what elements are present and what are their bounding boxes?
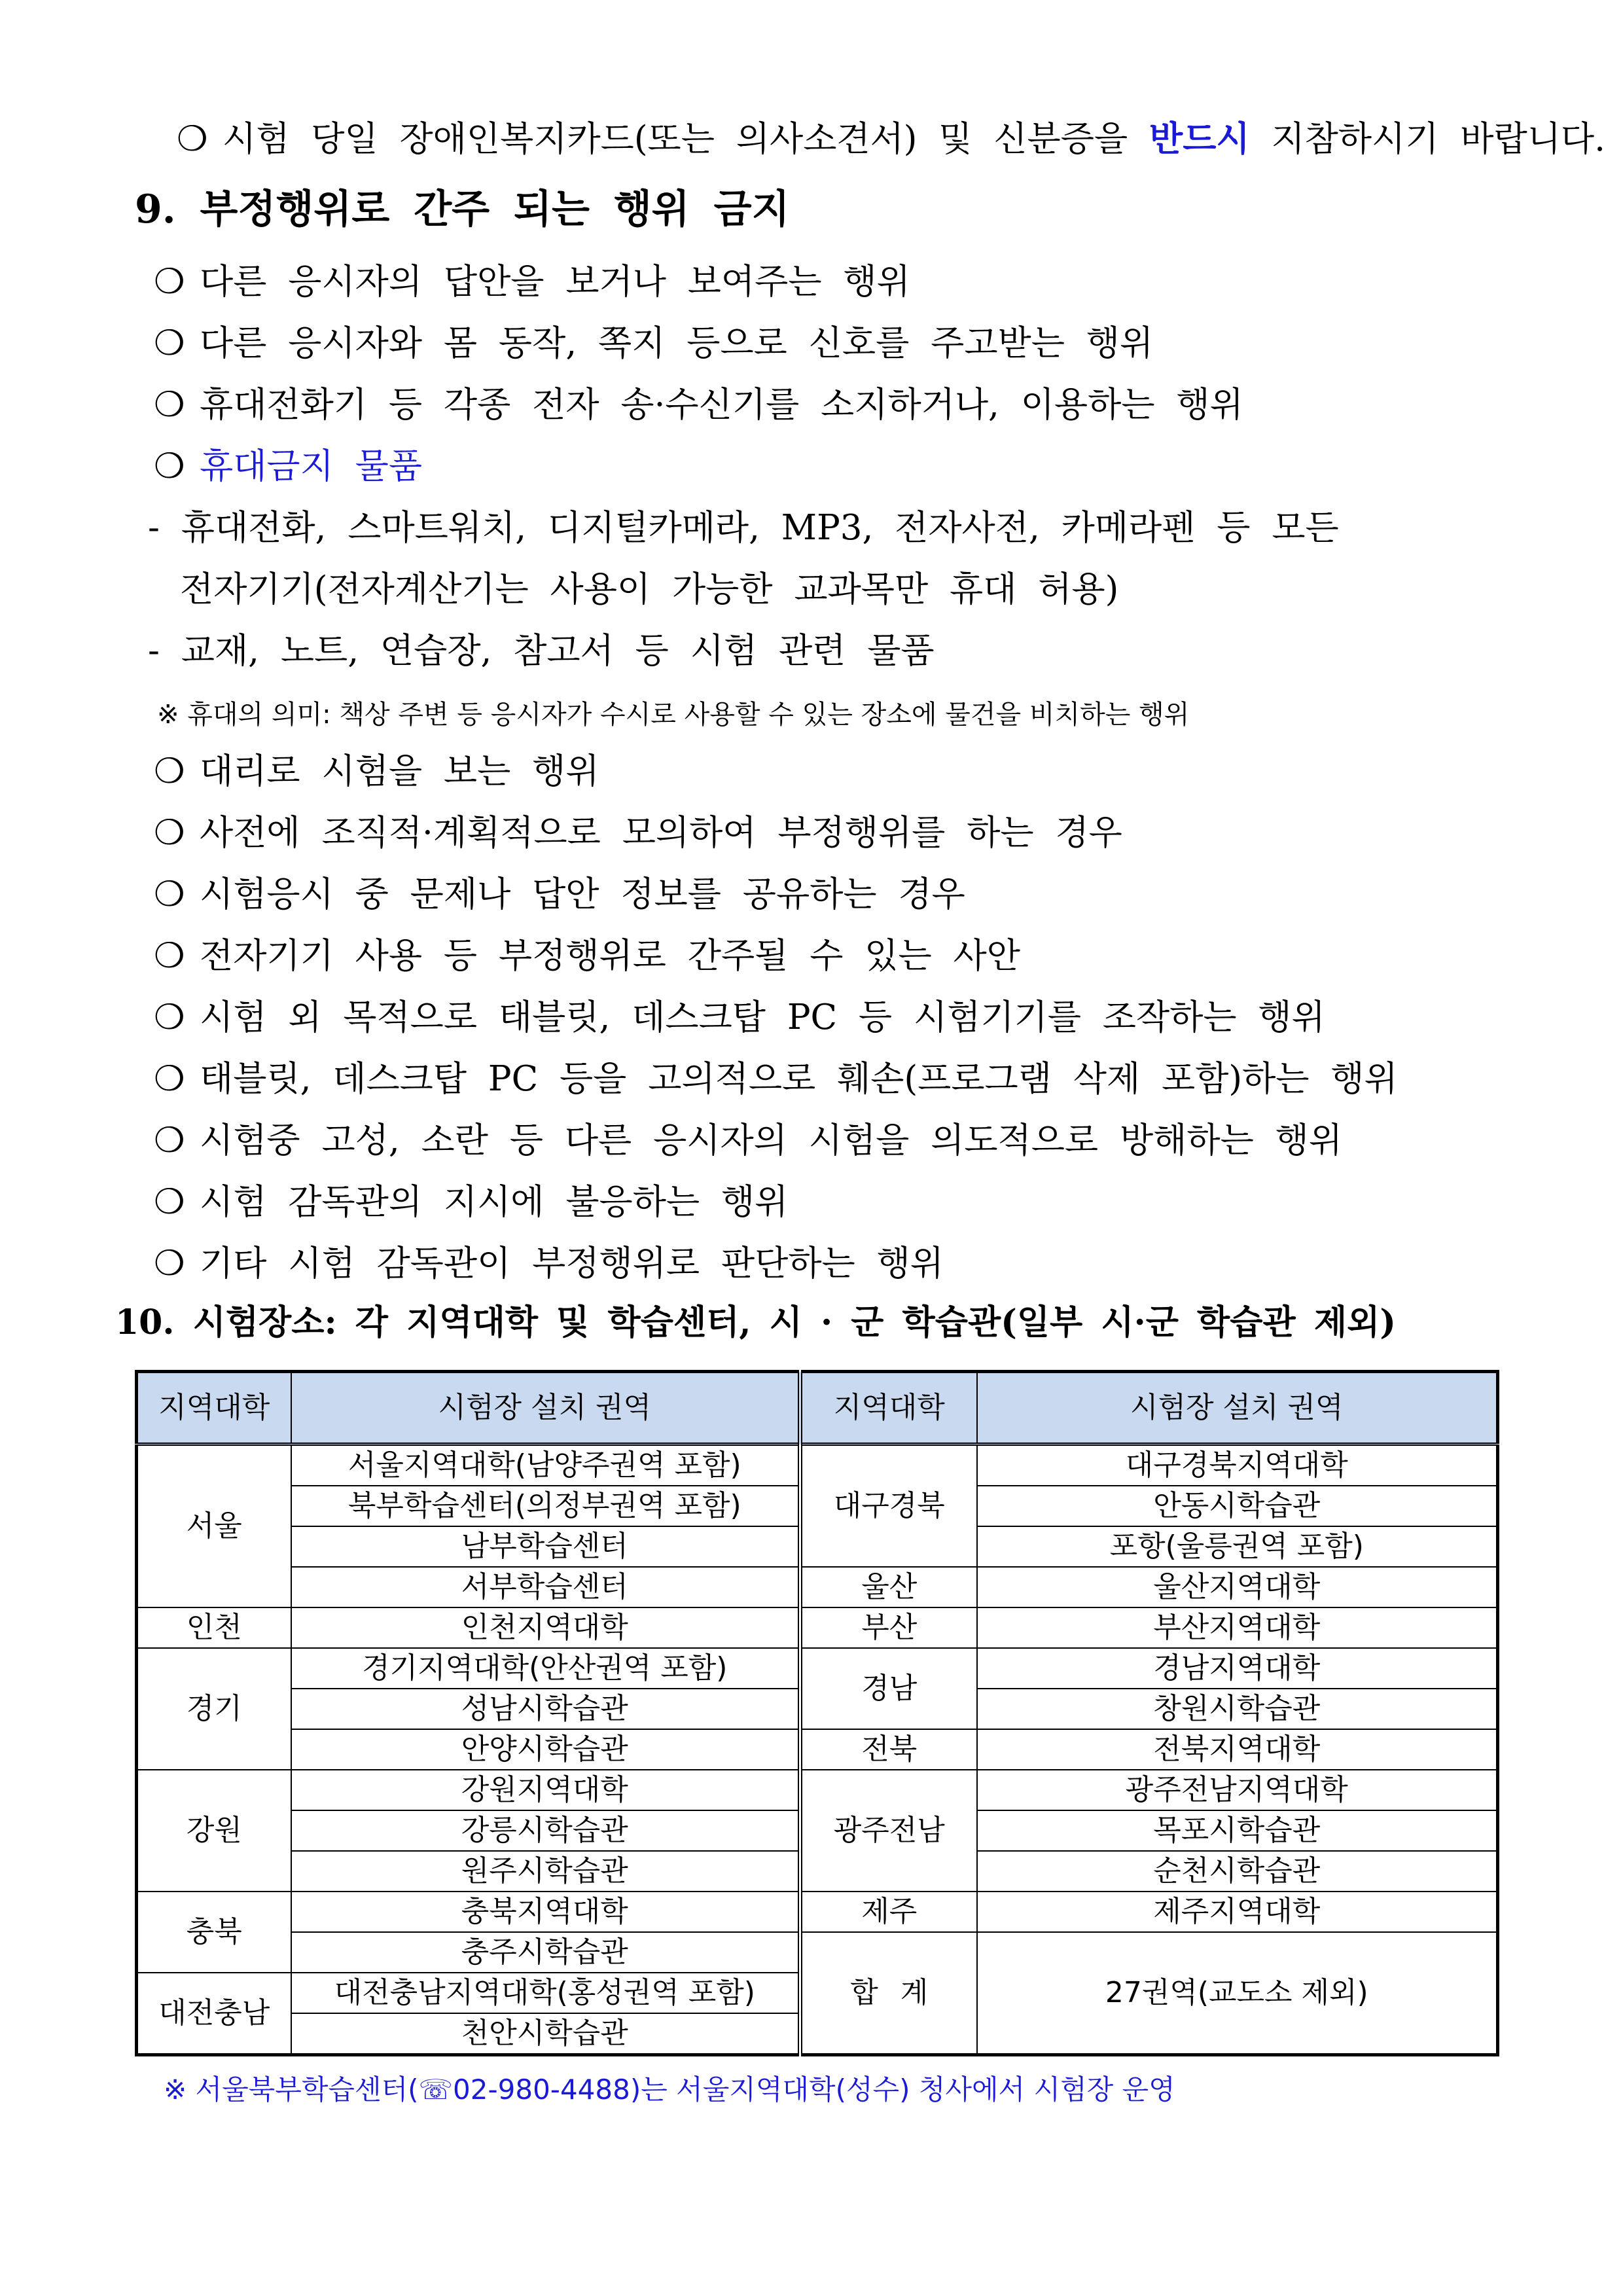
total-value: 27권역(교도소 제외) xyxy=(977,1932,1498,2055)
site-cell: 순천시학습관 xyxy=(977,1851,1498,1892)
region-cell: 경남 xyxy=(800,1648,977,1729)
site-cell: 포항(울릉권역 포함) xyxy=(977,1526,1498,1567)
region-table xyxy=(135,1370,1499,2056)
forbidden-items-title: ❍ 휴대금지 물품 xyxy=(154,446,423,486)
circle-bullet-icon: ❍ xyxy=(154,751,185,791)
circle-bullet-icon: ❍ xyxy=(154,1059,185,1099)
list-item: ❍ 시험 감독관의 지시에 불응하는 행위 xyxy=(154,1182,789,1222)
site-cell: 원주시학습관 xyxy=(291,1851,800,1892)
table-row xyxy=(137,1729,1498,1770)
section10-title: 10. 시험장소: 각 지역대학 및 학습센터, 시 · 군 학습관(일부 시·군 학습관 제외) xyxy=(115,1302,1396,1342)
region-cell: 강원 xyxy=(137,1770,291,1892)
list-item: ❍ 시험 외 목적으로 태블릿, 데스크탑 PC 등 시험기기를 조작하는 행위 xyxy=(154,997,1325,1037)
list-item: ❍ 사전에 조직적·계획적으로 모의하여 부정행위를 하는 경우 xyxy=(154,813,1122,853)
region-cell: 대구경북 xyxy=(800,1444,977,1568)
site-cell: 강릉시학습관 xyxy=(291,1810,800,1851)
site-cell: 천안시학습관 xyxy=(291,2013,800,2055)
site-cell: 성남시학습관 xyxy=(291,1689,800,1729)
region-cell: 광주전남 xyxy=(800,1770,977,1892)
circle-bullet-icon: ❍ xyxy=(177,119,208,159)
forbidden-item: 전자기기(전자계산기는 사용이 가능한 교과목만 휴대 허용) xyxy=(180,569,1119,609)
circle-bullet-icon: ❍ xyxy=(154,446,185,486)
total-label: 합 계 xyxy=(800,1932,977,2055)
region-cell: 충북 xyxy=(137,1892,291,1973)
list-item: ❍ 시험중 고성, 소란 등 다른 응시자의 시험을 의도적으로 방해하는 행위 xyxy=(154,1121,1343,1160)
circle-bullet-icon: ❍ xyxy=(154,323,185,363)
section9-title: 9. 부정행위로 간주 되는 행위 금지 xyxy=(135,187,790,232)
region-cell: 서울 xyxy=(137,1444,291,1608)
list-item: ❍ 시험응시 중 문제나 답안 정보를 공유하는 경우 xyxy=(154,874,965,914)
site-cell: 안동시학습관 xyxy=(977,1486,1498,1526)
region-cell: 경기 xyxy=(137,1648,291,1770)
site-cell: 대전충남지역대학(홍성권역 포함) xyxy=(291,1973,800,2013)
forbidden-item: - 휴대전화, 스마트워치, 디지털카메라, MP3, 전자사전, 카메라펜 등 모든 xyxy=(148,508,1339,548)
site-cell: 안양시학습관 xyxy=(291,1729,800,1770)
site-cell: 제주지역대학 xyxy=(977,1892,1498,1932)
forbidden-item: - 교재, 노트, 연습장, 참고서 등 시험 관련 물품 xyxy=(148,631,935,671)
site-cell: 광주전남지역대학 xyxy=(977,1770,1498,1810)
region-cell: 인천 xyxy=(137,1607,291,1648)
site-cell: 북부학습센터(의정부권역 포함) xyxy=(291,1486,800,1526)
list-item: ❍ 휴대전화기 등 각종 전자 송·수신기를 소지하거나, 이용하는 행위 xyxy=(154,385,1243,425)
header-sites: 시험장 설치 권역 xyxy=(291,1372,800,1444)
region-cell: 울산 xyxy=(800,1567,977,1607)
site-cell: 부산지역대학 xyxy=(977,1607,1498,1648)
circle-bullet-icon: ❍ xyxy=(154,1182,185,1222)
header-region: 지역대학 xyxy=(800,1372,977,1444)
circle-bullet-icon: ❍ xyxy=(154,1244,185,1283)
top-notice xyxy=(177,111,1605,161)
footnote: ※ 서울북부학습센터(☏02-980-4488)는 서울지역대학(성수) 청사에서 시험장 운영 xyxy=(164,2073,1175,2106)
circle-bullet-icon: ❍ xyxy=(154,813,185,853)
region-cell: 전북 xyxy=(800,1729,977,1770)
region-cell: 부산 xyxy=(800,1607,977,1648)
list-item: ❍ 대리로 시험을 보는 행위 xyxy=(154,751,599,791)
list-item: ❍ 다른 응시자의 답안을 보거나 보여주는 행위 xyxy=(154,262,910,302)
possession-note: ※ 휴대의 의미: 책상 주변 등 응시자가 수시로 사용할 수 있는 장소에 물건을 비치하는 행위 xyxy=(157,700,1190,730)
site-cell: 충북지역대학 xyxy=(291,1892,800,1932)
circle-bullet-icon: ❍ xyxy=(154,997,185,1037)
list-item: ❍ 다른 응시자와 몸 동작, 쪽지 등으로 신호를 주고받는 행위 xyxy=(154,323,1154,363)
site-cell: 목포시학습관 xyxy=(977,1810,1498,1851)
list-item: ❍ 기타 시험 감독관이 부정행위로 판단하는 행위 xyxy=(154,1244,944,1283)
list-item: ❍ 전자기기 사용 등 부정행위로 간주될 수 있는 사안 xyxy=(154,936,1020,976)
site-cell: 서부학습센터 xyxy=(291,1567,800,1607)
table-row xyxy=(137,1648,1498,1689)
list-item: ❍ 태블릿, 데스크탑 PC 등을 고의적으로 훼손(프로그램 삭제 포함)하는 행위 xyxy=(154,1059,1398,1099)
circle-bullet-icon: ❍ xyxy=(154,1121,185,1160)
site-cell: 서울지역대학(남양주권역 포함) xyxy=(291,1444,800,1486)
table-row xyxy=(137,1770,1498,1810)
site-cell: 창원시학습관 xyxy=(977,1689,1498,1729)
site-cell: 충주시학습관 xyxy=(291,1932,800,1973)
site-cell: 울산지역대학 xyxy=(977,1567,1498,1607)
site-cell: 강원지역대학 xyxy=(291,1770,800,1810)
header-region: 지역대학 xyxy=(137,1372,291,1444)
table-row xyxy=(137,1607,1498,1648)
top-notice-text-1: 시험 당일 장애인복지카드(또는 의사소견서) 및 신분증을 xyxy=(223,119,1149,159)
site-cell: 전북지역대학 xyxy=(977,1729,1498,1770)
header-sites: 시험장 설치 권역 xyxy=(977,1372,1498,1444)
table-row xyxy=(137,1932,1498,1973)
circle-bullet-icon: ❍ xyxy=(154,874,185,914)
top-notice-text-2: 지참하시기 바랍니다. xyxy=(1249,119,1605,159)
site-cell: 인천지역대학 xyxy=(291,1607,800,1648)
top-notice-emphasis: 반드시 xyxy=(1149,118,1250,159)
site-cell: 경기지역대학(안산권역 포함) xyxy=(291,1648,800,1689)
table-row xyxy=(137,1444,1498,1486)
site-cell: 남부학습센터 xyxy=(291,1526,800,1567)
table-row xyxy=(137,1892,1498,1932)
circle-bullet-icon: ❍ xyxy=(154,936,185,976)
region-cell: 제주 xyxy=(800,1892,977,1932)
region-cell: 대전충남 xyxy=(137,1973,291,2055)
circle-bullet-icon: ❍ xyxy=(154,262,185,302)
site-cell: 경남지역대학 xyxy=(977,1648,1498,1689)
site-cell: 대구경북지역대학 xyxy=(977,1444,1498,1486)
table-row xyxy=(137,1567,1498,1607)
circle-bullet-icon: ❍ xyxy=(154,385,185,425)
